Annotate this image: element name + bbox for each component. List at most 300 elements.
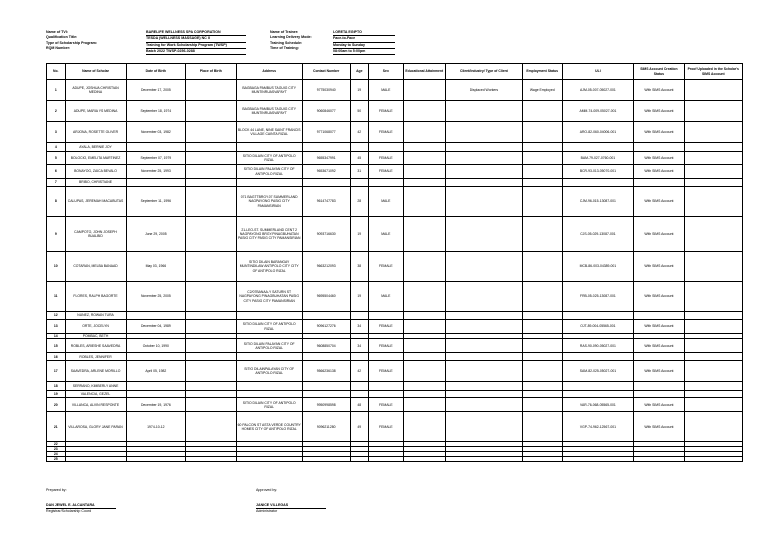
educational-attainment [403,152,445,165]
contact-number [302,457,350,462]
proof-uploaded [684,361,742,382]
row-number: 18 [47,382,66,391]
sims-status: With SIMS Account [634,187,684,217]
rqm-value: Batch 2022 TWSP-0256-0288 [146,49,246,55]
contact-number: 9655347991 [302,152,350,165]
place-of-birth [186,143,236,152]
age: 19 [350,282,369,312]
uli [562,382,634,391]
age [350,312,369,320]
trainer-value: LORETA EGIPTO [333,30,395,36]
proof-uploaded [684,457,742,462]
employment-status [522,457,562,462]
employment-status [522,165,562,179]
place-of-birth [186,179,236,187]
col-header: Address [236,64,302,80]
contact-number: 9950998598 [302,398,350,412]
employment-status [522,353,562,361]
table-row [47,187,743,217]
scholar-table [46,63,743,462]
uli: CJM-96-015-13087-001 [562,187,634,217]
scholar-name: FLORES, RALPH BAGORTE [65,282,126,312]
col-header: Place of Birth [186,64,236,80]
scholar-name: VALENCIA, GEZEL [65,391,126,398]
table-row [47,80,743,101]
table-row [47,165,743,179]
col-header: Date of Birth [126,64,186,80]
place-of-birth [186,122,236,143]
table-row [47,361,743,382]
address: SITIO DILAIN PALAYAN CITY OF ANTIPOLO RIZAL [236,339,302,353]
row-number: 5 [47,152,66,165]
date-of-birth [126,353,186,361]
sims-status: With SIMS Account [634,320,684,334]
scholar-name: AYALA, BERNIE JOY [65,143,126,152]
col-header: Sex [369,64,403,80]
address: BAGBAGA PAMBUS TAGUIG CITY MUNTINRUASVAPAYT [236,101,302,122]
employment-status [522,361,562,382]
contact-number: 9566236138 [302,361,350,382]
educational-attainment [403,187,445,217]
row-number: 9 [47,217,66,252]
row-number: 3 [47,122,66,143]
contact-number [302,143,350,152]
col-header: Employment Status [522,64,562,80]
uli [562,179,634,187]
prepared-by [46,488,116,514]
contact-number: 9060846077 [302,101,350,122]
date-of-birth: May 03, 1966 [126,252,186,282]
contact-number [302,312,350,320]
client-type [445,101,522,122]
place-of-birth [186,165,236,179]
col-header: Contact Number [302,64,350,80]
educational-attainment [403,165,445,179]
col-header: ULI [562,64,634,80]
client-type [445,382,522,391]
address: BAGBAGA PAMBUS TAGUIG CITY MUNTINRUASVAPAYT [236,80,302,101]
rqm-label: RQM Number: [46,45,71,50]
approved-by [256,488,326,514]
place-of-birth [186,252,236,282]
row-number: 21 [47,412,66,442]
employment-status [522,217,562,252]
row-number: 7 [47,179,66,187]
table-row [47,457,743,462]
client-type [445,252,522,282]
table-row [47,143,743,152]
uli [562,353,634,361]
contact-number: 9695504460 [302,282,350,312]
age: 42 [350,361,369,382]
delivery-label: Learning Delivery Mode: [270,35,312,40]
sims-status: With SIMS Account [634,122,684,143]
place-of-birth [186,320,236,334]
employment-status [522,320,562,334]
scholar-name [65,457,126,462]
date-of-birth: October 10, 1990 [126,339,186,353]
place-of-birth [186,217,236,252]
age: 48 [350,398,369,412]
date-of-birth [126,179,186,187]
sex [369,391,403,398]
sex: FEMALE [369,320,403,334]
place-of-birth [186,361,236,382]
scholar-name: SAAVEDRA, ARLENE MORILLO [65,361,126,382]
uli: RAS-90-090-05027-001 [562,339,634,353]
age: 34 [350,339,369,353]
scholar-name: ADUPE, MARIA YS MEDINA [65,101,126,122]
sims-status: With SIMS Account [634,252,684,282]
sims-status [634,179,684,187]
row-number: 12 [47,312,66,320]
client-type [445,312,522,320]
client-type [445,412,522,442]
date-of-birth: September 11, 1996 [126,187,186,217]
sex: FEMALE [369,152,403,165]
sex [369,382,403,391]
approved-role: Administrator [256,509,278,513]
uli: VGP-74-962-12567-001 [562,412,634,442]
sims-status: With SIMS Account [634,101,684,122]
age: 38 [350,252,369,282]
contact-number [302,391,350,398]
place-of-birth [186,282,236,312]
age [350,143,369,152]
table-row [47,282,743,312]
date-of-birth [126,382,186,391]
contact-number [302,353,350,361]
row-number: 13 [47,320,66,334]
educational-attainment [403,101,445,122]
educational-attainment [403,217,445,252]
date-of-birth: 1974-10-12 [126,412,186,442]
date-of-birth: December 17, 2005 [126,80,186,101]
approved-name: JANICE VILLEGAS [256,503,326,509]
schedule-value: Monday to Sunday [333,43,395,49]
scholar-name: SERRANO, KIMBERLY ANNE [65,382,126,391]
educational-attainment [403,320,445,334]
employment-status [522,179,562,187]
proof-uploaded [684,101,742,122]
time-value: 08:00am to 5:00pm [333,49,395,55]
proof-uploaded [684,165,742,179]
sims-status: With SIMS Account [634,217,684,252]
uli [562,312,634,320]
sex: FEMALE [369,339,403,353]
uli: BCR-93-013-05070-001 [562,165,634,179]
sex: FEMALE [369,398,403,412]
scholar-name: NUNEZ, ROWAN TURA [65,312,126,320]
date-of-birth: September 07, 1979 [126,152,186,165]
sims-status [634,312,684,320]
proof-uploaded [684,339,742,353]
employment-status [522,339,562,353]
table-row [47,312,743,320]
sims-status [634,391,684,398]
address: BLOCK 44 LANE, NINE SAINT FRANCIS VILLAGE CAINTA RIZAL [236,122,302,143]
row-number: 4 [47,143,66,152]
client-type [445,282,522,312]
uli: BAM-79-027-0760-001 [562,152,634,165]
date-of-birth: April 05, 1982 [126,361,186,382]
employment-status [522,101,562,122]
sex [369,353,403,361]
proof-uploaded [684,122,742,143]
place-of-birth [186,187,236,217]
place-of-birth [186,312,236,320]
place-of-birth [186,101,236,122]
age: 49 [350,412,369,442]
date-of-birth [126,391,186,398]
sex [369,312,403,320]
age [350,353,369,361]
sex: MALE [369,80,403,101]
address [236,391,302,398]
table-row [47,398,743,412]
client-type [445,217,522,252]
uli: CJS-05-029-13087-001 [562,217,634,252]
employment-status [522,282,562,312]
proof-uploaded [684,143,742,152]
table-header-row [47,64,743,80]
sex: FEMALE [369,361,403,382]
client-type [445,152,522,165]
contact-number: 9096211280 [302,412,350,442]
date-of-birth: December 04, 1989 [126,320,186,334]
scholar-name: ROBLES, ARIESHE SAAVEDRA [65,339,126,353]
proof-uploaded [684,353,742,361]
educational-attainment [403,80,445,101]
educational-attainment [403,391,445,398]
date-of-birth [126,457,186,462]
date-of-birth: December 19, 1976 [126,398,186,412]
scholar-name: CALUPAS, JEREMAH MACABUTAS [65,187,126,217]
employment-status [522,122,562,143]
col-header: Educational Attainment [403,64,445,80]
approved-label: Approved by: [256,488,278,492]
header-values-2 [333,30,395,55]
row-number: 23 [47,447,66,452]
age [350,179,369,187]
sims-status: With SIMS Account [634,152,684,165]
proof-uploaded [684,320,742,334]
col-header: No. [47,64,66,80]
row-number: 14 [47,334,66,339]
table-row [47,353,743,361]
educational-attainment [403,457,445,462]
col-header: Proof Uploaded in the Scholar's SIMS Account [684,64,742,80]
date-of-birth [126,312,186,320]
row-number: 15 [47,339,66,353]
table-row [47,412,743,442]
contact-number: 9614747783 [302,187,350,217]
proof-uploaded [684,80,742,101]
row-number: 6 [47,165,66,179]
table-row [47,152,743,165]
educational-attainment [403,353,445,361]
time-label: Time of Training: [270,45,299,50]
uli: AJM-05-007-05027-001 [562,80,634,101]
prepared-role: Registrar/Scholarship Coord [46,509,92,513]
scholar-name: COTARAN, MELBA BANAAD [65,252,126,282]
date-of-birth: September 18, 1974 [126,101,186,122]
table-row [47,320,743,334]
client-type [445,165,522,179]
scholar-name: VILLAROSA, GLORY JANE PARAN [65,412,126,442]
educational-attainment [403,412,445,442]
scholar-name: ARJONA, ROSETTE OLIVER [65,122,126,143]
header-labels [46,30,97,51]
place-of-birth [186,398,236,412]
proof-uploaded [684,252,742,282]
row-number: 11 [47,282,66,312]
employment-status [522,398,562,412]
col-header: Client/Industry/ Type of Client [445,64,522,80]
proof-uploaded [684,398,742,412]
client-type [445,398,522,412]
sims-status [634,457,684,462]
proof-uploaded [684,412,742,442]
age [350,457,369,462]
place-of-birth [186,382,236,391]
row-number: 20 [47,398,66,412]
header-labels-2 [270,30,312,51]
address: SITIO DILAINPALAYAN CITY OF ANTIPOLO RIZAL [236,361,302,382]
scholar-name: POMBAC, BETH [65,334,126,339]
educational-attainment [403,143,445,152]
employment-status: Wage Employed [522,80,562,101]
age: 31 [350,165,369,179]
address [236,457,302,462]
educational-attainment [403,382,445,391]
sims-status: With SIMS Account [634,412,684,442]
address: SITIO DILAIN PALAYAN CITY OF ANTIPOLO RIZAL [236,165,302,179]
scholar-name: ROBLES, JENNIFER [65,353,126,361]
address: SITIO DILAIN BARANGAY MUNTINDILAW ANTIPOLO CITY CITY OF ANTIPOLO RIZAL [236,252,302,282]
client-type [445,391,522,398]
uli: FRB-05-025-13087-001 [562,282,634,312]
address [236,143,302,152]
scholar-name: VILLANCA, ALVIN RESPONTE [65,398,126,412]
table-row [47,391,743,398]
sex: FEMALE [369,412,403,442]
row-number: 22 [47,442,66,447]
employment-status [522,312,562,320]
sims-status [634,382,684,391]
scholar-name: ADUPE, JOSHUA CHRISTIAN MEDINA [65,80,126,101]
age: 42 [350,122,369,143]
program-value: Training for Work Scholarship Program (TWSP) [146,43,246,49]
address: SITIO DILAIN CITY OF ANTIPOLO RIZAL [236,152,302,165]
row-number: 25 [47,457,66,462]
table-body [47,80,743,462]
delivery-value: Face-to-Face [333,36,395,42]
educational-attainment [403,398,445,412]
row-number: 17 [47,361,66,382]
employment-status [522,252,562,282]
table-row [47,122,743,143]
employment-status [522,187,562,217]
proof-uploaded [684,312,742,320]
contact-number: 9775030940 [302,80,350,101]
sims-status: With SIMS Account [634,165,684,179]
sims-status: With SIMS Account [634,361,684,382]
sex: MALE [369,282,403,312]
age: 50 [350,101,369,122]
place-of-birth [186,391,236,398]
table-row [47,339,743,353]
sims-status: With SIMS Account [634,339,684,353]
contact-number [302,382,350,391]
address [236,382,302,391]
uli [562,457,634,462]
table-row [47,382,743,391]
sex: FEMALE [369,252,403,282]
sims-status [634,353,684,361]
date-of-birth [126,143,186,152]
table-row [47,252,743,282]
employment-status [522,382,562,391]
age: 28 [350,187,369,217]
scholar-name: CAMPOTO, JOHN JOSEPH BUALBID [65,217,126,252]
uli: AMM-74-009-05027-001 [562,101,634,122]
row-number: 24 [47,452,66,457]
client-type [445,457,522,462]
sex: MALE [369,217,403,252]
row-number: 8 [47,187,66,217]
educational-attainment [403,361,445,382]
sims-status: With SIMS Account [634,398,684,412]
educational-attainment [403,339,445,353]
contact-number [302,179,350,187]
row-number: 16 [47,353,66,361]
sims-status: With SIMS Account [634,282,684,312]
employment-status [522,143,562,152]
client-type [445,361,522,382]
place-of-birth [186,457,236,462]
sex: FEMALE [369,165,403,179]
sex [369,143,403,152]
proof-uploaded [684,152,742,165]
header-values [146,30,246,55]
address: SITIO DILAIN CITY OF ANTIPOLO RIZAL [236,320,302,334]
educational-attainment [403,179,445,187]
table-row [47,179,743,187]
employment-status [522,391,562,398]
program-label: Type of Scholarship Program: [46,40,98,45]
place-of-birth [186,152,236,165]
client-type [445,187,522,217]
table-row [47,101,743,122]
proof-uploaded [684,391,742,398]
place-of-birth [186,412,236,442]
qualification-value: TESDA (WELLNESS MASSAGE) NC II [146,36,246,42]
tvi-value: BARELIFE WELLNESS SPA CORPORATION [146,30,246,36]
prepared-label: Prepared by: [46,488,67,492]
client-type [445,179,522,187]
educational-attainment [403,312,445,320]
place-of-birth [186,353,236,361]
address: 60 PALCON ST ASTA VERDE COUNTRY HOMES CITY OF ANTIPOLO RIZAL [236,412,302,442]
address: 071 BAGTTBRGY.07 SUMMERLAND NAGPAYONG PASIG CITY PAMANSIRIAN [236,187,302,217]
scholar-name: BRIBO, CHRISTIANE [65,179,126,187]
contact-number: 9096127276 [302,320,350,334]
proof-uploaded [684,282,742,312]
client-type [445,122,522,143]
date-of-birth: June 29, 2005 [126,217,186,252]
sex: MALE [369,187,403,217]
